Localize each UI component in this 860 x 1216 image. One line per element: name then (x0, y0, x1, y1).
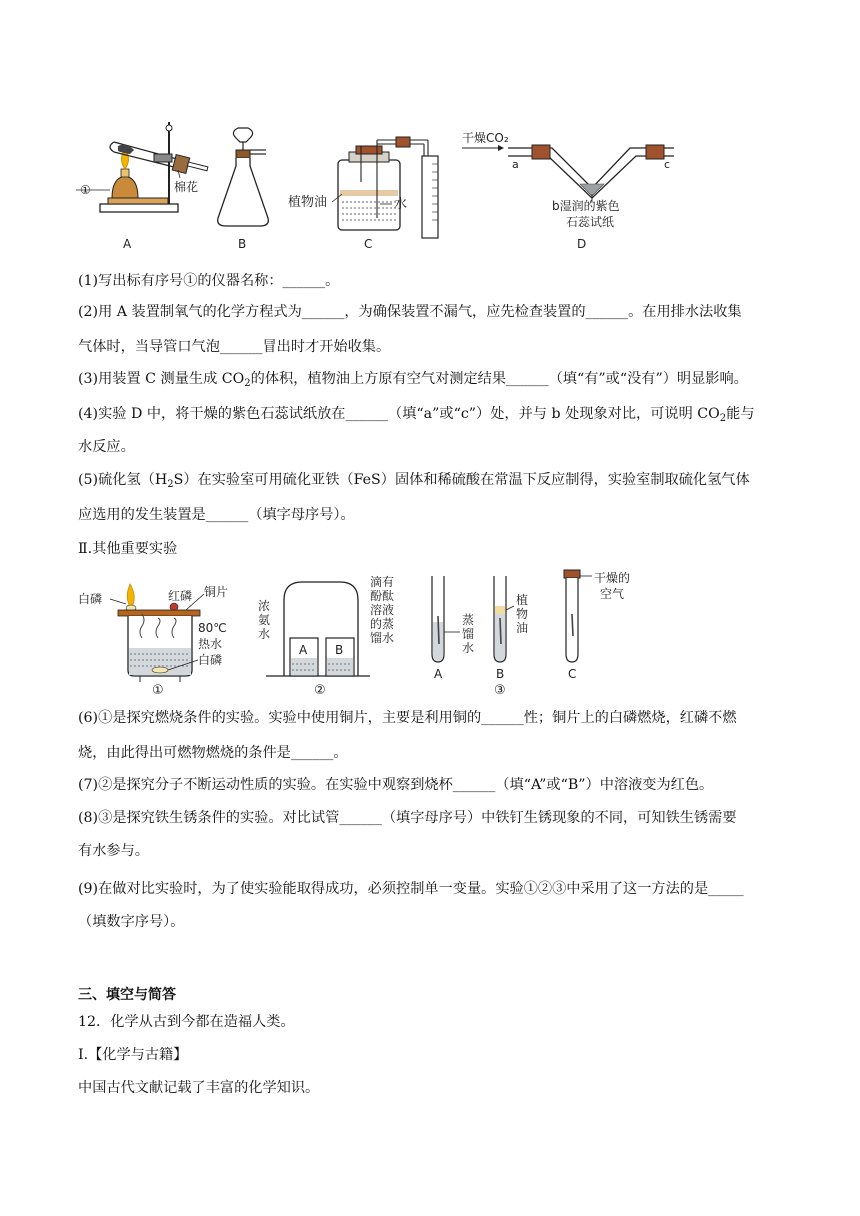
fig2-label-tube-b: B (496, 667, 505, 681)
experiments-figure-2 (70, 566, 690, 698)
question-2-line2: 气体时，当导管口气泡______冒出时才开始收集。 (78, 339, 391, 355)
fig1-label-d: D (577, 237, 587, 251)
question-5-line1 (78, 470, 750, 490)
fig1-label-a: A (123, 237, 132, 251)
fig2-label-n1: ① (152, 683, 164, 698)
part-1-title: Ⅰ.【化学与古籍】 (78, 1047, 188, 1063)
fig1-label-cotton: 棉花 (174, 180, 199, 194)
fig1-label-litmus-2: 石蕊试纸 (566, 215, 615, 229)
fig2-label-phenol-2: 酚酞 (370, 589, 395, 603)
fig2-label-oil-2: 物 (516, 607, 529, 621)
fig1-label-dry-co2: 干燥CO₂ (462, 131, 509, 145)
question-4-text: (4)实验 D 中，将干燥的紫色石蕊试纸放在______（填“a”或“c”）处，并与 b 处现象对比，可说明 CO (78, 406, 720, 422)
fig2-label-temp: 80℃ (198, 621, 227, 635)
experiment-3-rusting (432, 570, 630, 698)
fig2-label-copper: 铜片 (204, 585, 229, 599)
question-5-sub: 2 (167, 479, 174, 490)
question-9-line2: （填数字序号）。 (78, 914, 185, 930)
fig2-label-distilled-1: 蒸 (462, 613, 475, 627)
apparatus-c (288, 137, 438, 251)
fig2-label-tube-c: C (568, 667, 577, 681)
question-8-line1: (8)③是探究铁生锈条件的实验。对比试管______（填字母序号）中铁钉生锈现象的不同，可知铁生锈需要 (78, 810, 737, 826)
question-5-text-2: S）在实验室可用硫化亚铁（FeS）固体和稀硫酸在常温下反应制得，实验室制取硫化氢气体 (173, 472, 750, 488)
apparatus-a (76, 122, 208, 251)
question-2-line1: (2)用 A 装置制氧气的化学方程式为______，为确保装置不漏气，应先检查装置的______。在用排水法收集 (78, 304, 742, 320)
part-1-text: 中国古代文献记载了丰富的化学知识。 (78, 1080, 320, 1096)
apparatus-b (218, 128, 269, 251)
fig2-label-oil-3: 油 (516, 621, 529, 635)
fig2-label-oil-1: 植 (516, 593, 529, 607)
fig2-label-n3: ③ (494, 683, 506, 698)
fig2-label-n2: ② (314, 683, 326, 698)
question-4-line1 (78, 404, 755, 424)
question-8-line2: 有水参与。 (78, 843, 149, 859)
fig2-label-red-p: 红磷 (168, 589, 193, 603)
fig2-label-tube-a: A (434, 667, 443, 681)
fig2-label-phenol-5: 馏水 (370, 631, 395, 645)
fig1-label-oil: 植物油 (288, 195, 328, 210)
fig2-label-ammonia-1: 浓 (258, 599, 271, 613)
question-5-line2: 应选用的发生装置是______（填字母序号）。 (78, 507, 355, 523)
experiment-2-molecules (258, 575, 394, 698)
fig1-label-b: B (238, 237, 247, 251)
question-6-line2: 烧，由此得出可燃物燃烧的条件是______。 (78, 745, 348, 761)
question-3-text-2: 的体积，植物油上方原有空气对测定结果______（填“有”或“没有”）明显影响。 (250, 371, 748, 387)
fig2-label-distilled-3: 水 (462, 641, 475, 655)
fig2-label-ammonia-3: 水 (258, 627, 271, 641)
question-12: 12．化学从古到今都在造福人类。 (78, 1014, 295, 1030)
question-4-line2: 水反应。 (78, 439, 135, 455)
fig1-label-pos-c: c (664, 158, 671, 171)
fig2-label-dry-air-1: 干燥的 (594, 571, 631, 585)
question-1: (1)写出标有序号①的仪器名称：______。 (78, 273, 340, 289)
fig2-label-dry-air-2: 空气 (600, 587, 625, 601)
question-3 (78, 369, 748, 389)
experiment-1-combustion (78, 584, 228, 698)
question-9-line1: (9)在做对比实验时，为了使实验能取得成功，必须控制单一变量。实验①②③中采用了这一方法的是_____ (78, 881, 744, 897)
fig1-label-water: 水 (394, 197, 408, 212)
fig2-label-white-p2: 白磷 (198, 653, 223, 667)
fig2-label-phenol-4: 的蒸 (370, 617, 395, 631)
fig2-label-white-p: 白磷 (78, 592, 103, 606)
fig1-label-c: C (364, 237, 373, 251)
fig2-label-beaker-a: A (299, 643, 308, 657)
question-4-sub: 2 (719, 413, 727, 424)
fig2-label-phenol-3: 溶液 (370, 603, 395, 617)
fig1-label-litmus-1: b湿润的紫色 (552, 199, 620, 213)
fig2-label-hot-water: 热水 (198, 637, 223, 651)
apparatus-d (462, 130, 674, 251)
fig2-label-distilled-2: 馏 (462, 627, 475, 641)
section-2-title: Ⅱ.其他重要实验 (78, 541, 178, 557)
question-7: (7)②是探究分子不断运动性质的实验。在实验中观察到烧杯______（填“A”或“B”）中溶液变为红色。 (78, 777, 714, 793)
question-5-text: (5)硫化氢（H (78, 472, 168, 488)
fig2-label-beaker-b: B (335, 643, 344, 657)
section-3-title: 三、填空与简答 (78, 987, 176, 1003)
fig1-label-circle1: ① (80, 183, 91, 197)
question-3-sub: 2 (244, 378, 251, 389)
fig2-label-ammonia-2: 氨 (258, 613, 271, 627)
apparatus-figure-1 (70, 118, 790, 258)
fig1-label-pos-a: a (512, 158, 519, 171)
question-4-text-2: 能与 (726, 406, 755, 422)
question-6-line1: (6)①是探究燃烧条件的实验。实验中使用铜片，主要是利用铜的______性；铜片上的白磷燃烧，红磷不燃 (78, 710, 737, 726)
fig2-label-phenol-1: 滴有 (370, 575, 395, 589)
question-3-text: (3)用装置 C 测量生成 CO (78, 371, 245, 387)
